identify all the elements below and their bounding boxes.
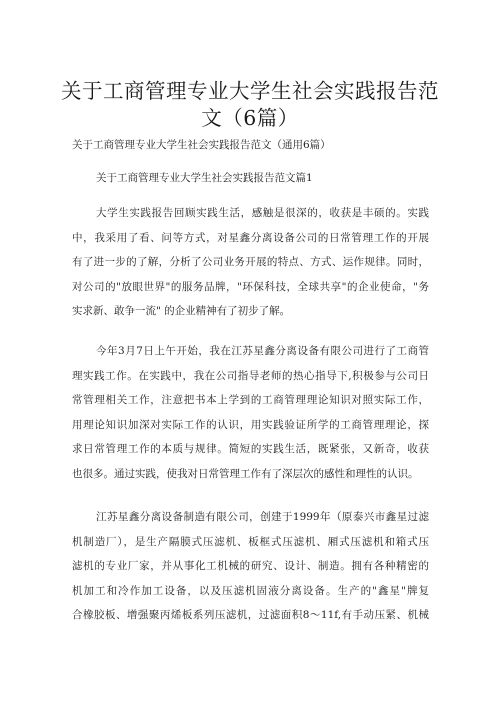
paragraph-line: 有了进一步的了解，分析了公司业务开展的特点、方式、运作规律。同时， (72, 256, 429, 269)
paragraph-line: 理实践工作。在实践中，我在公司指导老师的热心指导下,积极参与公司日 (72, 369, 429, 382)
paragraph-2 (72, 344, 429, 492)
paragraph-line: 中，我采用了看、问等方式，对星鑫分离设备公司的日常管理工作的开展 (72, 231, 429, 244)
document-subtitle: 关于工商管理专业大学生社会实践报告范文（通用6篇） (72, 139, 331, 151)
paragraph-line: 对公司的"放眼世界"的服务品牌，"环保科技，全球共享"的企业使命，"务 (72, 280, 429, 293)
paragraph-line: 也很多。通过实践，使我对日常管理工作有了深层次的感性和理性的认识。 (72, 467, 419, 480)
paragraph-line: 江苏星鑫分离设备制造有限公司，创建于1999年（原泰兴市鑫星过滤 (96, 511, 429, 523)
paragraph-line: 今年3月7日上午开始，我在江苏星鑫分离设备有限公司进行了工商管 (96, 345, 429, 357)
document-title-line-2: 文（6篇） (201, 106, 299, 130)
paragraph-line: 机加工和冷作加工设备，以及压滤机固液分离设备。生产的"鑫星"牌复 (72, 584, 429, 597)
paragraph-line: 求日常管理工作的本质与规律。简短的实践生活，既紧张，又新奇，收获 (72, 443, 429, 456)
paragraph-line: 用理论知识加深对实际工作的认识，用实践验证所学的工商管理理论，探 (72, 418, 429, 431)
paragraph-line: 大学生实践报告回顾实践生活，感触是很深的，收获是丰硕的。实践 (96, 207, 429, 219)
paragraph-1 (72, 206, 429, 329)
paragraph-3 (72, 510, 429, 633)
document-title (60, 78, 440, 132)
paragraph-line: 滤机的专业厂家，并从事化工机械的研究、设计、制造。拥有各种精密的 (72, 560, 429, 573)
paragraph-line: 常管理相关工作，注意把书本上学到的工商管理理论知识对照实际工作， (72, 394, 429, 407)
paragraph-line: 机制造厂），是生产隔膜式压滤机、板框式压滤机、厢式压滤机和箱式压 (72, 535, 429, 548)
document-title-line-1: 关于工商管理专业大学生社会实践报告范 (61, 79, 439, 103)
paragraph-line: 合橡胶板、增强聚丙烯板系列压滤机，过滤面积8～11f,有手动压紧、机械 (72, 609, 429, 622)
paragraph-line: 实求新、敢争一流" 的企业精神有了初步了解。 (72, 305, 291, 318)
section-heading: 关于工商管理专业大学生社会实践报告范文篇1 (96, 172, 313, 184)
